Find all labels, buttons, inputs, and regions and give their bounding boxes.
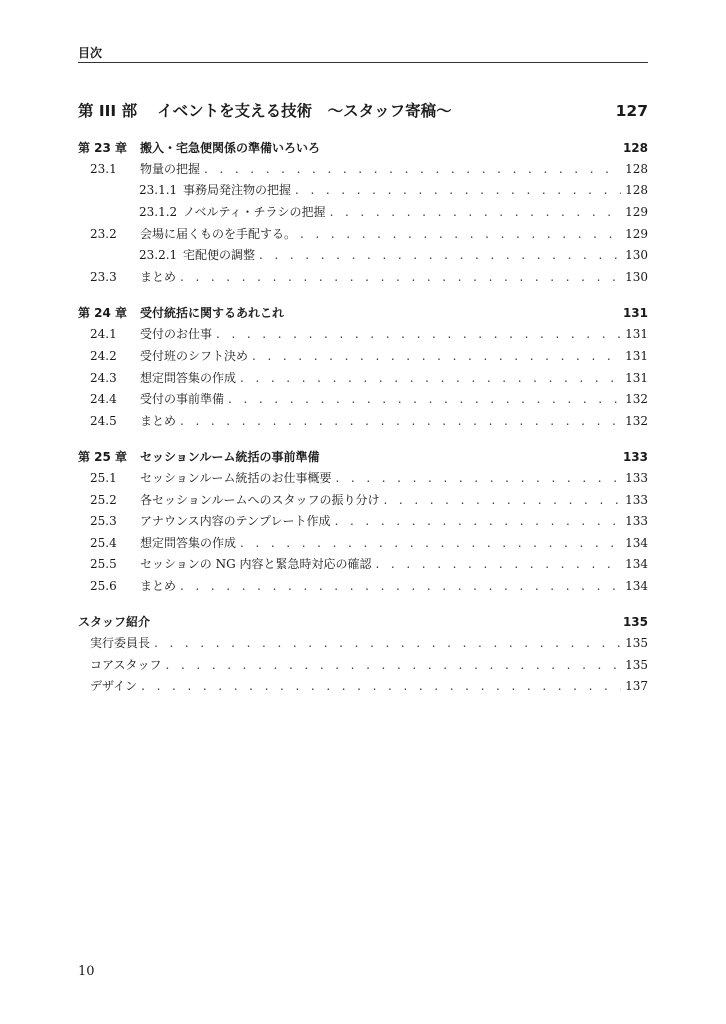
subsection-number: 23.1.2	[139, 205, 178, 219]
toc-section	[90, 390, 648, 408]
dot-leader	[330, 205, 622, 219]
staff-entry-title: デザイン	[90, 679, 138, 693]
part-page: 127	[615, 102, 648, 120]
toc-subsection	[139, 203, 648, 221]
chapter-label: 第 24 章	[78, 306, 128, 320]
section-title: 受付の事前準備	[140, 392, 225, 406]
toc-section	[90, 225, 648, 243]
subsection-title: 事務局発注物の把握	[183, 183, 292, 197]
section-title: 物量の把握	[140, 162, 201, 176]
staff-page: 135	[622, 615, 648, 629]
toc-section	[90, 469, 648, 487]
chapter-label: 第 25 章	[78, 450, 128, 464]
chapter-label: 第 23 章	[78, 141, 128, 155]
section-title: セッションの NG 内容と緊急時対応の確認	[140, 557, 372, 571]
dot-leader	[252, 349, 621, 363]
section-number: 25.5	[90, 557, 117, 571]
section-page: 133	[625, 471, 648, 485]
section-title: 会場に届くものを手配する。	[140, 227, 297, 241]
section-page: 134	[625, 579, 648, 593]
section-number: 24.5	[90, 414, 117, 428]
section-number: 25.4	[90, 536, 117, 550]
section-number: 25.2	[90, 493, 117, 507]
section-title: セッションルーム統括のお仕事概要	[140, 471, 332, 485]
section-page: 131	[625, 349, 648, 363]
running-head: 目次	[78, 46, 103, 60]
section-number: 25.3	[90, 514, 117, 528]
toc-section	[90, 512, 648, 530]
section-page: 134	[625, 536, 648, 550]
section-page: 133	[625, 514, 648, 528]
header-rule	[78, 62, 648, 63]
chapter-title: 搬入・宅急便関係の準備いろいろ	[140, 141, 321, 155]
chapter-heading	[78, 304, 648, 322]
staff-entry-title: コアスタッフ	[90, 658, 162, 672]
toc-section	[90, 347, 648, 365]
dot-leader	[295, 183, 621, 197]
chapter-heading	[78, 139, 648, 157]
subsection-number: 23.1.1	[139, 183, 178, 197]
section-title: アナウンス内容のテンプレート作成	[140, 514, 331, 528]
dot-leader	[259, 248, 621, 262]
dot-leader	[154, 636, 621, 650]
subsection-page: 129	[625, 205, 648, 219]
section-page: 131	[625, 371, 648, 385]
toc-staff-entry	[90, 634, 648, 652]
section-page: 131	[625, 327, 648, 341]
section-number: 24.1	[90, 327, 117, 341]
chapter-page: 128	[622, 141, 648, 155]
dot-leader	[216, 327, 621, 341]
section-page: 133	[625, 493, 648, 507]
staff-entry-page: 135	[625, 636, 648, 650]
dot-leader	[240, 536, 621, 550]
section-number: 25.6	[90, 579, 117, 593]
toc-section	[90, 555, 648, 573]
section-number: 24.4	[90, 392, 117, 406]
chapter-title: セッションルーム統括の事前準備	[140, 450, 320, 464]
toc-section	[90, 412, 648, 430]
part-heading	[78, 99, 648, 121]
dot-leader	[180, 414, 621, 428]
section-title: まとめ	[140, 579, 177, 593]
dot-leader	[375, 557, 621, 571]
staff-entry-page: 137	[625, 679, 648, 693]
toc-section	[90, 268, 648, 286]
chapter-page: 133	[622, 450, 648, 464]
staff-entry-title: 実行委員長	[90, 636, 151, 650]
dot-leader	[166, 658, 622, 672]
part-label: 第 III 部	[78, 102, 138, 120]
toc-section	[90, 369, 648, 387]
toc-subsection	[139, 181, 648, 199]
subsection-title: 宅配便の調整	[183, 248, 256, 262]
section-page: 128	[625, 162, 648, 176]
dot-leader	[228, 392, 621, 406]
chapter-page: 131	[622, 306, 648, 320]
dot-leader	[335, 471, 621, 485]
section-number: 23.3	[90, 270, 117, 284]
section-title: まとめ	[140, 270, 177, 284]
toc-staff-entry	[90, 656, 648, 674]
section-title: 想定問答集の作成	[140, 371, 237, 385]
section-page: 132	[625, 414, 648, 428]
chapter-title: 受付統括に関するあれこれ	[140, 306, 285, 320]
section-page: 130	[625, 270, 648, 284]
toc-section	[90, 534, 648, 552]
dot-leader	[335, 514, 622, 528]
subsection-page: 128	[625, 183, 648, 197]
dot-leader	[240, 371, 621, 385]
section-title: 受付班のシフト決め	[140, 349, 249, 363]
toc-section	[90, 491, 648, 509]
section-number: 23.2	[90, 227, 117, 241]
page-number: 10	[78, 964, 95, 979]
chapter-heading	[78, 448, 648, 466]
dot-leader	[300, 227, 621, 241]
dot-leader	[141, 679, 621, 693]
dot-leader	[204, 162, 621, 176]
toc-subsection	[139, 246, 648, 264]
subsection-page: 130	[625, 248, 648, 262]
section-number: 24.2	[90, 349, 117, 363]
part-title: イベントを支える技術 〜スタッフ寄稿〜	[157, 102, 452, 120]
section-number: 25.1	[90, 471, 117, 485]
section-number: 23.1	[90, 162, 117, 176]
dot-leader	[180, 579, 621, 593]
subsection-title: ノベルティ・チラシの把握	[183, 205, 326, 219]
toc-section	[90, 325, 648, 343]
dot-leader	[180, 270, 621, 284]
section-title: まとめ	[140, 414, 177, 428]
staff-entry-page: 135	[625, 658, 648, 672]
dot-leader	[383, 493, 621, 507]
section-page: 132	[625, 392, 648, 406]
subsection-number: 23.2.1	[139, 248, 178, 262]
section-number: 24.3	[90, 371, 117, 385]
toc-section	[90, 160, 648, 178]
toc-section	[90, 577, 648, 595]
section-title: 各セッションルームへのスタッフの振り分け	[140, 493, 380, 507]
section-title: 想定問答集の作成	[140, 536, 237, 550]
section-page: 129	[625, 227, 648, 241]
section-title: 受付のお仕事	[140, 327, 213, 341]
toc-staff-entry	[90, 677, 648, 695]
chapter-heading	[78, 613, 648, 631]
staff-title: スタッフ紹介	[78, 615, 151, 629]
section-page: 134	[625, 557, 648, 571]
